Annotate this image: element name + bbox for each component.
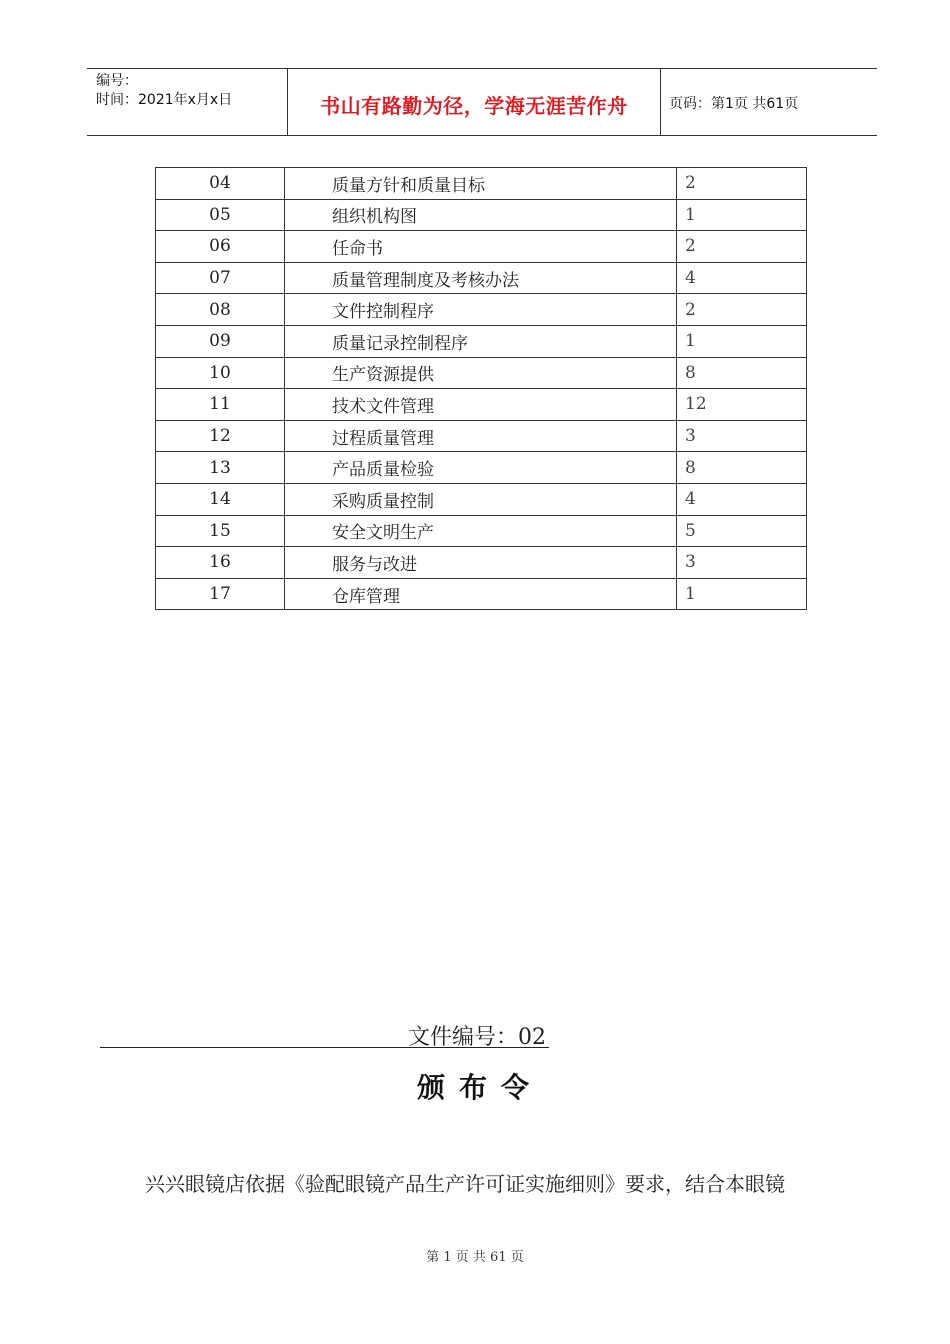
table-row bbox=[156, 325, 807, 357]
toc-number-cell: 14 bbox=[156, 483, 285, 515]
table-row bbox=[156, 262, 807, 294]
toc-title-cell: 采购质量控制 bbox=[285, 483, 677, 515]
table-row bbox=[156, 168, 807, 200]
toc-number-cell: 15 bbox=[156, 515, 285, 547]
toc-pages-cell: 2 bbox=[677, 294, 807, 326]
toc-pages-cell: 8 bbox=[677, 357, 807, 389]
table-row bbox=[156, 483, 807, 515]
toc-number-cell: 10 bbox=[156, 357, 285, 389]
toc-title-cell: 生产资源提供 bbox=[285, 357, 677, 389]
toc-title-cell: 产品质量检验 bbox=[285, 452, 677, 484]
table-row bbox=[156, 357, 807, 389]
table-row bbox=[156, 231, 807, 263]
toc-table bbox=[155, 167, 807, 610]
header-motto: 书山有路勤为径，学海无涯苦作舟 bbox=[320, 94, 628, 118]
toc-number-cell: 05 bbox=[156, 199, 285, 231]
toc-title-cell: 安全文明生产 bbox=[285, 515, 677, 547]
toc-title-cell: 仓库管理 bbox=[285, 578, 677, 610]
table-row bbox=[156, 515, 807, 547]
header-bottom-rule bbox=[87, 135, 877, 136]
page-footer: 第 1 页 共 61 页 bbox=[426, 1250, 524, 1265]
toc-pages-cell: 3 bbox=[677, 547, 807, 579]
table-row bbox=[156, 199, 807, 231]
toc-pages-cell: 1 bbox=[677, 578, 807, 610]
toc-title-cell: 质量管理制度及考核办法 bbox=[285, 262, 677, 294]
toc-number-cell: 09 bbox=[156, 325, 285, 357]
toc-pages-cell: 2 bbox=[677, 231, 807, 263]
table-row bbox=[156, 389, 807, 421]
body-first-line: 兴兴眼镜店依据《验配眼镜产品生产许可证实施细则》要求，结合本眼镜 bbox=[145, 1172, 785, 1196]
toc-pages-cell: 5 bbox=[677, 515, 807, 547]
toc-number-cell: 17 bbox=[156, 578, 285, 610]
toc-number-cell: 06 bbox=[156, 231, 285, 263]
doc-no-label: 编号： bbox=[96, 73, 138, 89]
header-divider-right bbox=[660, 68, 661, 135]
toc-number-cell: 13 bbox=[156, 452, 285, 484]
document-number-rule bbox=[100, 1047, 549, 1048]
toc-title-cell: 过程质量管理 bbox=[285, 420, 677, 452]
table-row bbox=[156, 294, 807, 326]
toc-number-cell: 08 bbox=[156, 294, 285, 326]
header-meta bbox=[96, 72, 232, 110]
header-top-rule bbox=[87, 68, 877, 69]
header-page-info: 页码：第1页 共61页 bbox=[669, 96, 799, 112]
toc-title-cell: 组织机构图 bbox=[285, 199, 677, 231]
toc-number-cell: 07 bbox=[156, 262, 285, 294]
toc-title-cell: 服务与改进 bbox=[285, 547, 677, 579]
table-row bbox=[156, 452, 807, 484]
toc-body bbox=[156, 168, 807, 610]
toc-pages-cell: 1 bbox=[677, 325, 807, 357]
toc-title-cell: 质量方针和质量目标 bbox=[285, 168, 677, 200]
toc-pages-cell: 4 bbox=[677, 483, 807, 515]
toc-number-cell: 16 bbox=[156, 547, 285, 579]
table-row bbox=[156, 547, 807, 579]
table-row bbox=[156, 578, 807, 610]
toc-pages-cell: 2 bbox=[677, 168, 807, 200]
toc-number-cell: 12 bbox=[156, 420, 285, 452]
toc-title-cell: 文件控制程序 bbox=[285, 294, 677, 326]
toc-pages-cell: 1 bbox=[677, 199, 807, 231]
toc-pages-cell: 12 bbox=[677, 389, 807, 421]
toc-pages-cell: 8 bbox=[677, 452, 807, 484]
toc-number-cell: 04 bbox=[156, 168, 285, 200]
toc-title-cell: 技术文件管理 bbox=[285, 389, 677, 421]
time-label: 时间：2021年x月x日 bbox=[96, 92, 233, 108]
toc-pages-cell: 3 bbox=[677, 420, 807, 452]
toc-title-cell: 质量记录控制程序 bbox=[285, 325, 677, 357]
document-title: 颁布令 bbox=[416, 1071, 543, 1104]
toc-number-cell: 11 bbox=[156, 389, 285, 421]
table-row bbox=[156, 420, 807, 452]
toc-title-cell: 任命书 bbox=[285, 231, 677, 263]
toc-pages-cell: 4 bbox=[677, 262, 807, 294]
document-number: 文件编号：02 bbox=[408, 1025, 546, 1050]
